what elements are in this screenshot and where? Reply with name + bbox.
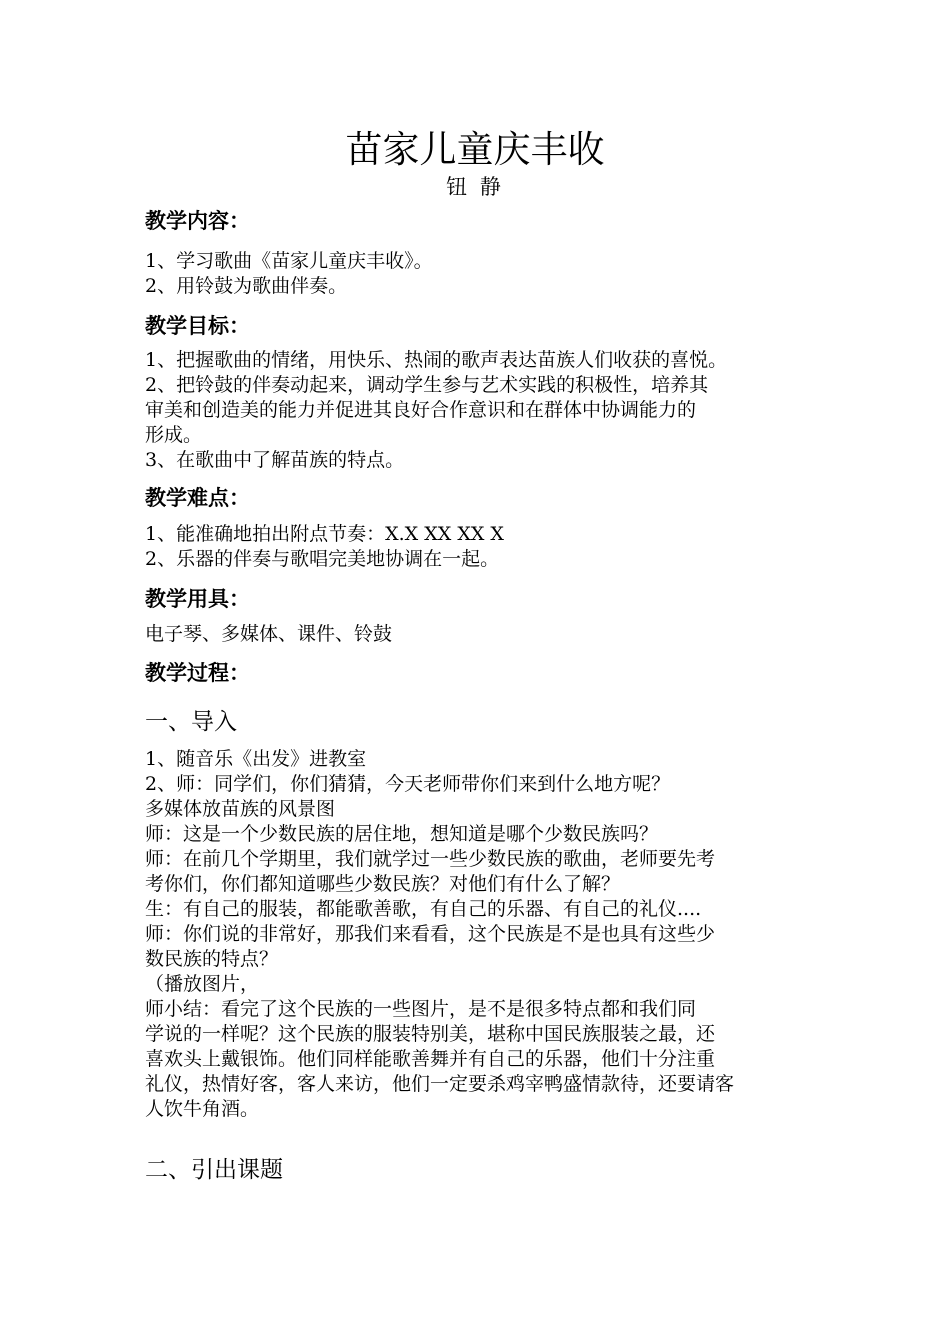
content-line: 1、学习歌曲《苗家儿童庆丰收》。 bbox=[145, 250, 433, 272]
section-intro-line: 多媒体放苗族的风景图 bbox=[145, 798, 336, 820]
section-intro-line: 礼仪，热情好客，客人来访，他们一定要杀鸡宰鸭盛情款待，还要请客 bbox=[145, 1073, 735, 1095]
section-intro-line: 2、师：同学们，你们猜猜，今天老师带你们来到什么地方呢？ bbox=[145, 773, 671, 795]
section-intro-line: 人饮牛角酒。 bbox=[145, 1098, 260, 1120]
heading-teaching-tools: 教学用具： bbox=[145, 587, 250, 611]
document-title: 苗家儿童庆丰收 bbox=[345, 128, 605, 171]
goals-line: 审美和创造美的能力并促进其良好合作意识和在群体中协调能力的 bbox=[145, 399, 697, 421]
tools-line: 电子琴、多媒体、课件、铃鼓 bbox=[145, 623, 393, 645]
section-intro-line: 1、随音乐《出发》进教室 bbox=[145, 748, 367, 770]
author-name: 钮 静 bbox=[446, 175, 504, 199]
goals-line: 形成。 bbox=[145, 424, 203, 446]
difficulty-line: 1、能准确地拍出附点节奏：X.X XX XX X bbox=[145, 523, 504, 545]
section-topic-title: 二、引出课题 bbox=[145, 1157, 283, 1183]
section-intro-line: 学说的一样呢？这个民族的服装特别美，堪称中国民族服装之最，还 bbox=[145, 1023, 716, 1045]
heading-teaching-content: 教学内容： bbox=[145, 209, 250, 233]
section-intro-line: 考你们，你们都知道哪些少数民族？对他们有什么了解？ bbox=[145, 873, 621, 895]
heading-teaching-difficulty: 教学难点： bbox=[145, 486, 250, 510]
goals-line: 3、在歌曲中了解苗族的特点。 bbox=[145, 449, 405, 471]
section-intro-line: 数民族的特点？ bbox=[145, 948, 279, 970]
difficulty-line: 2、乐器的伴奏与歌唱完美地协调在一起。 bbox=[145, 548, 500, 570]
section-intro-line: （播放图片， bbox=[145, 973, 260, 995]
section-intro-line: 师：这是一个少数民族的居住地，想知道是哪个少数民族吗？ bbox=[145, 823, 659, 845]
goals-line: 2、把铃鼓的伴奏动起来，调动学生参与艺术实践的积极性，培养其 bbox=[145, 374, 709, 396]
goals-line: 1、把握歌曲的情绪，用快乐、热闹的歌声表达苗族人们收获的喜悦。 bbox=[145, 349, 728, 371]
section-intro-line: 师：在前几个学期里，我们就学过一些少数民族的歌曲，老师要先考 bbox=[145, 848, 716, 870]
section-intro-title: 一、导入 bbox=[145, 709, 237, 735]
section-intro-line: 生：有自己的服装，都能歌善歌，有自己的乐器、有自己的礼仪.... bbox=[145, 898, 702, 920]
heading-teaching-process: 教学过程： bbox=[145, 661, 250, 685]
content-line: 2、用铃鼓为歌曲伴奏。 bbox=[145, 275, 348, 297]
section-intro-line: 师小结：看完了这个民族的一些图片，是不是很多特点都和我们同 bbox=[145, 998, 697, 1020]
section-intro-line: 师：你们说的非常好，那我们来看看，这个民族是不是也具有这些少 bbox=[145, 923, 716, 945]
heading-teaching-goals: 教学目标： bbox=[145, 314, 250, 338]
section-intro-line: 喜欢头上戴银饰。他们同样能歌善舞并有自己的乐器，他们十分注重 bbox=[145, 1048, 716, 1070]
